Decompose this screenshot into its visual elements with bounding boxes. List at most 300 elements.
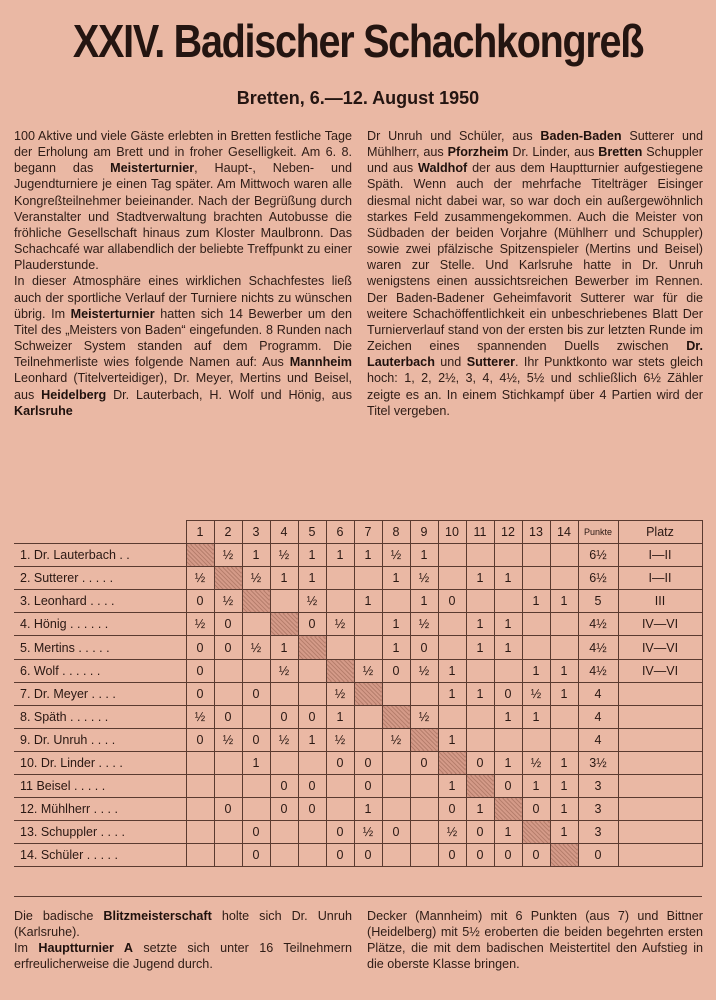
article-column-bottom-right — [367, 908, 703, 973]
player-name: 7. Dr. Meyer . . . . — [14, 682, 186, 705]
column-number: 12 — [494, 521, 522, 544]
result-cell: 1 — [522, 590, 550, 613]
result-cell — [550, 705, 578, 728]
result-cell: 0 — [186, 682, 214, 705]
result-cell: 0 — [466, 844, 494, 867]
result-cell: 1 — [522, 705, 550, 728]
result-cell: 1 — [354, 590, 382, 613]
result-cell: 0 — [214, 613, 242, 636]
result-cell — [494, 590, 522, 613]
result-cell: 1 — [494, 705, 522, 728]
points-cell: 3 — [578, 821, 618, 844]
player-name: 11 Beisel . . . . . — [14, 775, 186, 798]
paragraph — [14, 273, 352, 418]
points-cell: 6½ — [578, 567, 618, 590]
diagonal-cell — [438, 751, 466, 774]
result-cell — [522, 567, 550, 590]
emphasis-text: Karlsruhe — [14, 403, 73, 418]
result-cell — [270, 751, 298, 774]
result-cell: 0 — [270, 798, 298, 821]
result-cell: 1 — [354, 544, 382, 567]
result-cell: 0 — [186, 728, 214, 751]
result-cell — [550, 544, 578, 567]
body-text: , Haupt-, Neben- und Jugendturniere je einen Tag später. Am Mittwoch waren alle Kongreßteilnehmer beieinander. Nach der Begrüßung durch Veranstalter und Stadtverwaltung brachten Autobusse die fröhliche Gesellschaft hinaus zum Kloster Maulbronn. Das Schachcafé war allabendlich der beliebte Treffpunkt zu einer Plauderstunde. — [14, 161, 352, 273]
result-cell: 1 — [354, 798, 382, 821]
emphasis-text: Meisterturnier — [110, 161, 195, 176]
emphasis-text: Bretten — [598, 145, 643, 160]
result-cell — [354, 613, 382, 636]
place-cell — [618, 682, 702, 705]
result-cell — [466, 659, 494, 682]
result-cell — [438, 636, 466, 659]
body-text: Dr. Lauterbach, H. Wolf und Hönig, aus — [106, 387, 352, 402]
emphasis-text: Sutterer — [466, 355, 515, 370]
result-cell — [410, 844, 438, 867]
diagonal-cell — [354, 682, 382, 705]
result-cell: 1 — [438, 728, 466, 751]
result-cell — [298, 659, 326, 682]
body-text: Decker (Mannheim) mit 6 Punkten (aus 7) und Bittner (Heidelberg) mit 5½ eroberten die beiden begehrten ersten Plätze, die mit dem badischen Meistertitel den Aufstieg in die oberste Klasse bringen. — [367, 909, 703, 972]
result-cell: 1 — [550, 798, 578, 821]
player-name: 3. Leonhard . . . . — [14, 590, 186, 613]
body-text: Die badische — [14, 909, 104, 923]
result-cell — [550, 567, 578, 590]
result-cell — [550, 636, 578, 659]
result-cell: 0 — [466, 821, 494, 844]
result-cell: 0 — [410, 751, 438, 774]
result-cell: ½ — [354, 659, 382, 682]
result-cell — [494, 544, 522, 567]
emphasis-text: Pforzheim — [447, 145, 509, 160]
paragraph — [367, 908, 703, 973]
place-cell — [618, 798, 702, 821]
result-cell: 0 — [186, 590, 214, 613]
result-cell: ½ — [326, 682, 354, 705]
player-name: 2. Sutterer . . . . . — [14, 567, 186, 590]
result-cell: ½ — [382, 728, 410, 751]
result-cell: ½ — [410, 705, 438, 728]
result-cell: 0 — [298, 613, 326, 636]
result-cell: ½ — [242, 567, 270, 590]
result-cell: 0 — [382, 821, 410, 844]
result-cell — [466, 590, 494, 613]
place-cell — [618, 821, 702, 844]
result-cell: 0 — [214, 705, 242, 728]
points-header: Punkte — [578, 521, 618, 544]
table-row — [14, 613, 702, 636]
result-cell — [466, 705, 494, 728]
result-cell: 1 — [550, 590, 578, 613]
result-cell: 1 — [438, 775, 466, 798]
result-cell: 0 — [214, 798, 242, 821]
result-cell: ½ — [270, 728, 298, 751]
place-cell — [618, 728, 702, 751]
body-text: Sutterer und Mühlherr, aus — [367, 129, 704, 160]
result-cell: ½ — [214, 544, 242, 567]
body-text: Schuppler und aus — [367, 145, 703, 176]
result-cell — [298, 821, 326, 844]
result-cell: ½ — [270, 659, 298, 682]
paragraph — [14, 908, 352, 940]
result-cell: ½ — [522, 751, 550, 774]
result-cell: 1 — [494, 613, 522, 636]
result-cell: ½ — [326, 613, 354, 636]
result-cell: 0 — [326, 821, 354, 844]
result-cell — [438, 544, 466, 567]
body-text: und — [434, 355, 467, 370]
result-cell — [270, 821, 298, 844]
result-cell: 0 — [354, 775, 382, 798]
place-cell: IV—VI — [618, 659, 702, 682]
result-cell: 0 — [494, 775, 522, 798]
result-cell: 1 — [494, 567, 522, 590]
result-cell: 0 — [214, 636, 242, 659]
result-cell — [186, 751, 214, 774]
result-cell — [214, 659, 242, 682]
result-cell — [382, 775, 410, 798]
result-cell: ½ — [214, 728, 242, 751]
result-cell: ½ — [186, 705, 214, 728]
result-cell — [410, 821, 438, 844]
result-cell: 1 — [410, 590, 438, 613]
result-cell: 0 — [242, 821, 270, 844]
place-cell: I—II — [618, 544, 702, 567]
result-cell: 0 — [494, 844, 522, 867]
paragraph — [14, 940, 352, 972]
result-cell: ½ — [354, 821, 382, 844]
place-cell: IV—VI — [618, 613, 702, 636]
body-text: hatten sich 14 Bewerber um den Titel des „Meisters von Baden“ eingefunden. 8 Runden nach Schweizer System standen auf dem Programm. Die Teilnehmerliste wies folgende Namen auf: Aus — [14, 306, 352, 370]
result-cell: 1 — [466, 798, 494, 821]
points-cell: 6½ — [578, 544, 618, 567]
result-cell: 1 — [550, 682, 578, 705]
result-cell: ½ — [438, 821, 466, 844]
result-cell — [242, 705, 270, 728]
body-text: Leonhard (Titelverteidiger), Dr. Meyer, Mertins und Beisel, aus — [14, 371, 352, 402]
emphasis-text: Hauptturnier A — [38, 941, 133, 956]
result-cell: 0 — [354, 844, 382, 867]
diagonal-cell — [410, 728, 438, 751]
table-row — [14, 659, 702, 682]
result-cell — [214, 844, 242, 867]
result-cell: 1 — [466, 567, 494, 590]
result-cell: 1 — [382, 636, 410, 659]
result-cell — [494, 728, 522, 751]
result-cell: 0 — [298, 798, 326, 821]
column-number: 4 — [270, 521, 298, 544]
result-cell — [382, 590, 410, 613]
result-cell: 1 — [410, 544, 438, 567]
player-name: 12. Mühlherr . . . . — [14, 798, 186, 821]
result-cell: 1 — [298, 728, 326, 751]
result-cell: 0 — [438, 590, 466, 613]
result-cell: 0 — [242, 844, 270, 867]
paragraph — [367, 128, 703, 419]
result-cell — [326, 798, 354, 821]
result-cell: 1 — [494, 636, 522, 659]
result-cell — [466, 544, 494, 567]
result-cell — [410, 682, 438, 705]
diagonal-cell — [186, 544, 214, 567]
result-cell — [298, 682, 326, 705]
body-text: Dr. Linder, aus — [508, 145, 599, 160]
result-cell: 1 — [242, 544, 270, 567]
result-cell: ½ — [326, 728, 354, 751]
points-cell: 3 — [578, 775, 618, 798]
place-cell: III — [618, 590, 702, 613]
column-number: 14 — [550, 521, 578, 544]
result-cell: 0 — [242, 728, 270, 751]
result-cell — [494, 659, 522, 682]
result-cell — [186, 844, 214, 867]
result-cell: 1 — [550, 659, 578, 682]
body-text: holte sich Dr. Unruh (Karlsruhe). — [14, 909, 352, 940]
result-cell: 1 — [270, 567, 298, 590]
result-cell — [382, 844, 410, 867]
points-cell: 5 — [578, 590, 618, 613]
column-number: 13 — [522, 521, 550, 544]
emphasis-text: Waldhof — [418, 161, 468, 176]
points-cell: 4½ — [578, 659, 618, 682]
result-cell: 1 — [326, 544, 354, 567]
player-name: 5. Mertins . . . . . — [14, 636, 186, 659]
result-cell — [522, 613, 550, 636]
body-text: setzte sich unter 16 Teilnehmern erfreulicherweise die Jugend durch. — [14, 941, 352, 972]
result-cell: 1 — [522, 775, 550, 798]
result-cell: 0 — [326, 844, 354, 867]
result-cell — [242, 798, 270, 821]
place-cell: IV—VI — [618, 636, 702, 659]
result-cell — [438, 705, 466, 728]
result-cell: 0 — [270, 705, 298, 728]
result-cell — [522, 636, 550, 659]
diagonal-cell — [242, 590, 270, 613]
result-cell: 1 — [242, 751, 270, 774]
table-row — [14, 544, 702, 567]
article-column-left — [14, 128, 352, 419]
player-name: 6. Wolf . . . . . . — [14, 659, 186, 682]
article-column-right — [367, 128, 703, 419]
table-row — [14, 705, 702, 728]
result-cell: ½ — [242, 636, 270, 659]
player-name: 4. Hönig . . . . . . — [14, 613, 186, 636]
result-cell: 0 — [186, 636, 214, 659]
emphasis-text: Baden-Baden — [540, 129, 622, 143]
result-cell: 0 — [298, 705, 326, 728]
result-cell: 1 — [494, 821, 522, 844]
place-cell — [618, 705, 702, 728]
result-cell — [522, 728, 550, 751]
result-cell: 1 — [438, 659, 466, 682]
table-row — [14, 682, 702, 705]
result-cell — [242, 613, 270, 636]
result-cell: ½ — [522, 682, 550, 705]
diagonal-cell — [550, 844, 578, 867]
result-cell — [382, 798, 410, 821]
player-name: 14. Schüler . . . . . — [14, 844, 186, 867]
result-cell: 0 — [522, 844, 550, 867]
table-row — [14, 821, 702, 844]
result-cell: 0 — [326, 751, 354, 774]
result-cell: ½ — [382, 544, 410, 567]
place-cell: I—II — [618, 567, 702, 590]
result-cell: ½ — [298, 590, 326, 613]
column-number: 10 — [438, 521, 466, 544]
diagonal-cell — [270, 613, 298, 636]
result-cell: 1 — [326, 705, 354, 728]
result-cell — [186, 798, 214, 821]
result-cell — [438, 613, 466, 636]
result-cell: ½ — [410, 659, 438, 682]
result-cell: ½ — [186, 613, 214, 636]
result-cell — [270, 590, 298, 613]
result-cell: 1 — [298, 567, 326, 590]
result-cell: 0 — [438, 798, 466, 821]
body-text: In dieser Atmosphäre eines wirklichen Schachfestes ließ auch der sportliche Verlauf der Turniere nichts zu wünschen übrig. Im — [14, 274, 352, 321]
result-cell — [214, 821, 242, 844]
result-cell: 0 — [298, 775, 326, 798]
result-cell — [186, 821, 214, 844]
column-number: 7 — [354, 521, 382, 544]
result-cell — [326, 636, 354, 659]
points-cell: 4½ — [578, 636, 618, 659]
result-cell: ½ — [214, 590, 242, 613]
result-cell — [214, 775, 242, 798]
result-cell — [522, 544, 550, 567]
diagonal-cell — [382, 705, 410, 728]
result-cell: 0 — [410, 636, 438, 659]
place-cell — [618, 751, 702, 774]
result-cell: 1 — [466, 636, 494, 659]
result-cell: 1 — [550, 751, 578, 774]
column-number: 2 — [214, 521, 242, 544]
result-cell — [354, 728, 382, 751]
place-header: Platz — [618, 521, 702, 544]
points-cell: 0 — [578, 844, 618, 867]
result-cell — [326, 775, 354, 798]
result-cell: 1 — [466, 682, 494, 705]
result-cell — [242, 659, 270, 682]
result-cell — [466, 728, 494, 751]
result-cell — [214, 751, 242, 774]
result-cell — [410, 798, 438, 821]
result-cell — [354, 636, 382, 659]
page-subtitle: Bretten, 6.—12. August 1950 — [236, 88, 480, 108]
result-cell — [354, 705, 382, 728]
result-cell: 0 — [494, 682, 522, 705]
result-cell: 1 — [522, 659, 550, 682]
result-cell — [298, 844, 326, 867]
place-cell — [618, 844, 702, 867]
column-number: 5 — [298, 521, 326, 544]
divider-line — [14, 896, 702, 897]
emphasis-text: Mannheim — [289, 355, 352, 370]
column-number: 1 — [186, 521, 214, 544]
result-cell — [550, 728, 578, 751]
body-text: Dr Unruh und Schüler, aus — [367, 129, 541, 143]
result-cell: 0 — [438, 844, 466, 867]
table-row — [14, 567, 702, 590]
table-row — [14, 775, 702, 798]
article-column-bottom-left — [14, 908, 352, 973]
result-cell: 1 — [382, 613, 410, 636]
table-row — [14, 798, 702, 821]
crosstable-header-row — [14, 521, 702, 544]
player-name: 8. Späth . . . . . . — [14, 705, 186, 728]
result-cell: 0 — [186, 659, 214, 682]
diagonal-cell — [326, 659, 354, 682]
diagonal-cell — [214, 567, 242, 590]
diagonal-cell — [466, 775, 494, 798]
place-cell — [618, 775, 702, 798]
points-cell: 4½ — [578, 613, 618, 636]
result-cell — [326, 590, 354, 613]
emphasis-text: Dr. Lauterbach — [367, 339, 703, 370]
column-number: 3 — [242, 521, 270, 544]
diagonal-cell — [298, 636, 326, 659]
result-cell — [354, 567, 382, 590]
result-cell: 1 — [298, 544, 326, 567]
player-name: 1. Dr. Lauterbach . . — [14, 544, 186, 567]
crosstable-corner — [14, 521, 186, 544]
body-text: der aus dem Hauptturnier aufgestiegene Späth. Wenn auch der mehrfache Titelträger Eisinger diesmal nicht dabei war, so war doch ein außergewöhnlich starkes Feld zusammengekommen. Auch die Meister von Südbaden der beiden Vorjahre (Mühlherr und Schuppler) sowie zwei pfälzische Spitzenspieler (Mertins und Beisel) waren zur Stelle. Und Karlsruhe hatte in Dr. Unruh wenigstens einen aussichtsreichen Bewerber im Rennen. Der Baden-Badener Geheimfavorit Sutterer war für die weitere Schachöffentlichkeit ein unbeschriebenes Blatt Der Turnierverlauf stand von der ersten bis zur letzten Runde im Zeichen eines spannenden Duells zwischen — [367, 161, 703, 354]
result-cell: 0 — [242, 682, 270, 705]
result-cell: 1 — [466, 613, 494, 636]
points-cell: 4 — [578, 705, 618, 728]
result-cell: 1 — [550, 821, 578, 844]
result-cell: 0 — [354, 751, 382, 774]
result-cell: ½ — [270, 544, 298, 567]
result-cell — [214, 682, 242, 705]
result-cell — [298, 751, 326, 774]
result-cell: 0 — [382, 659, 410, 682]
table-row — [14, 636, 702, 659]
result-cell: 1 — [550, 775, 578, 798]
result-cell — [382, 682, 410, 705]
emphasis-text: Meisterturnier — [70, 306, 155, 321]
player-name: 9. Dr. Unruh . . . . — [14, 728, 186, 751]
result-cell — [410, 775, 438, 798]
result-cell — [242, 775, 270, 798]
crosstable — [14, 520, 703, 867]
table-row — [14, 751, 702, 774]
result-cell — [270, 682, 298, 705]
result-cell: ½ — [410, 613, 438, 636]
emphasis-text: Heidelberg — [41, 387, 107, 402]
diagonal-cell — [494, 798, 522, 821]
result-cell: 0 — [466, 751, 494, 774]
result-cell: 1 — [382, 567, 410, 590]
result-cell — [550, 613, 578, 636]
result-cell: 1 — [494, 751, 522, 774]
result-cell — [270, 844, 298, 867]
result-cell: 1 — [270, 636, 298, 659]
diagonal-cell — [522, 821, 550, 844]
result-cell — [186, 775, 214, 798]
paragraph — [14, 128, 352, 273]
result-cell — [382, 751, 410, 774]
result-cell — [438, 567, 466, 590]
column-number: 11 — [466, 521, 494, 544]
result-cell: 0 — [522, 798, 550, 821]
column-number: 8 — [382, 521, 410, 544]
points-cell: 3 — [578, 798, 618, 821]
points-cell: 4 — [578, 728, 618, 751]
result-cell — [326, 567, 354, 590]
points-cell: 4 — [578, 682, 618, 705]
result-cell: 0 — [270, 775, 298, 798]
column-number: 9 — [410, 521, 438, 544]
